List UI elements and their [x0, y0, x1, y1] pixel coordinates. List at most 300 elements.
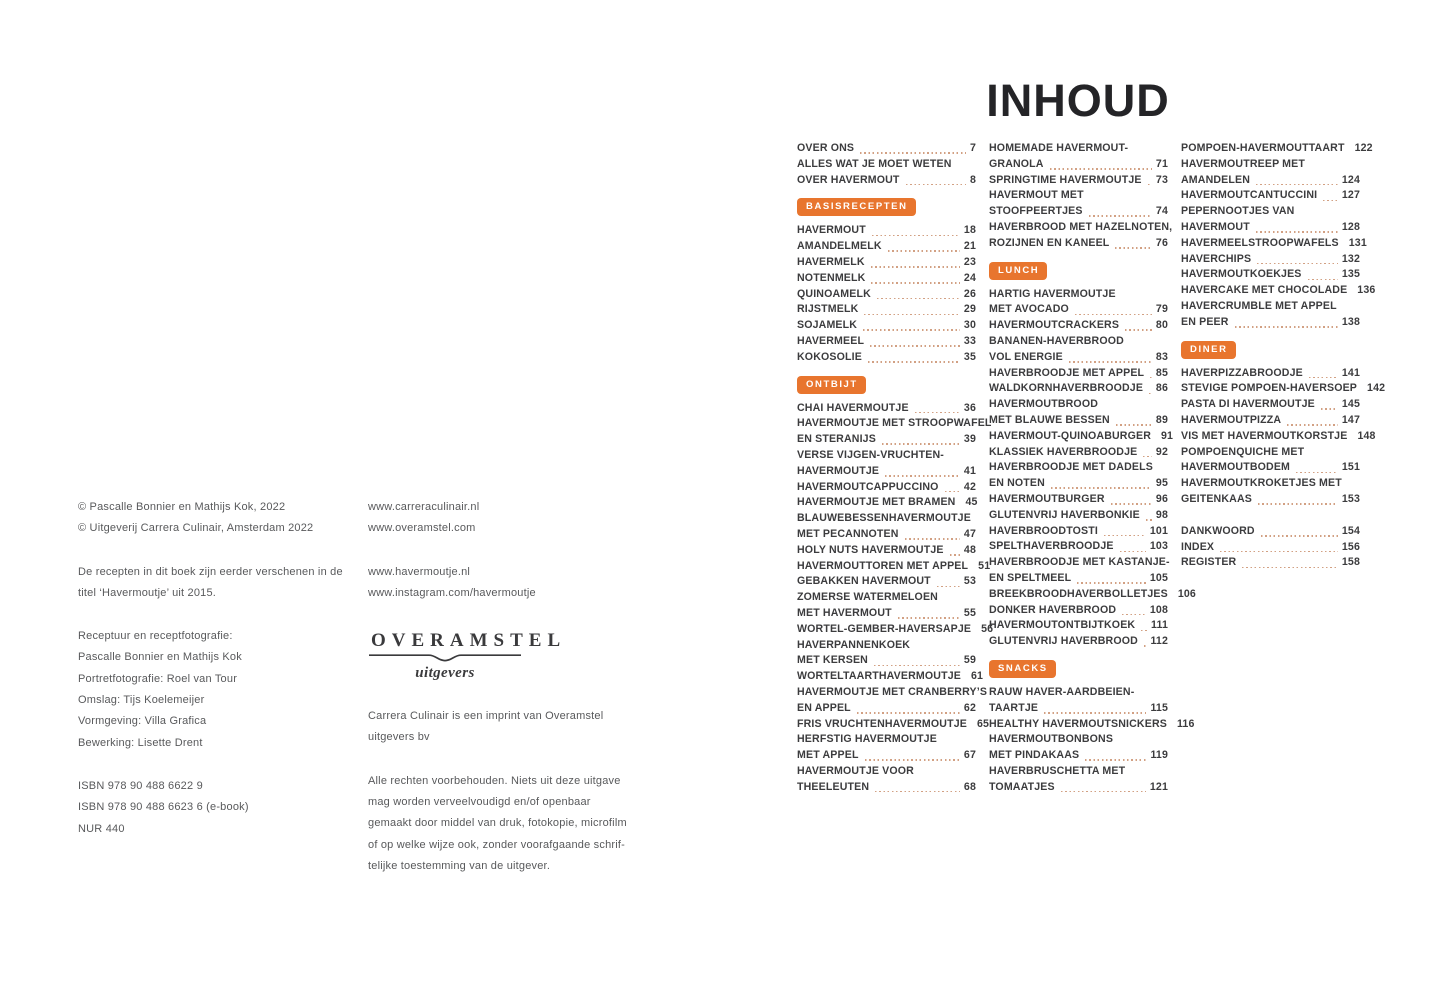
- recipe-title: BANANEN-HAVERBROOD: [989, 334, 1124, 347]
- page-number: 35: [963, 350, 976, 363]
- recipe-title: HAVERMELK: [797, 255, 865, 268]
- toc-entry-line: [989, 460, 1168, 476]
- recipe-title: POMPOENQUICHE MET: [1181, 445, 1305, 458]
- toc-entry-line: [989, 748, 1168, 764]
- logo-tagline: uitgevers: [415, 665, 475, 682]
- toc-entry-line: [797, 527, 976, 543]
- page-number: 74: [1155, 205, 1168, 218]
- recipe-title: HAVERMOUTCRACKERS: [989, 319, 1120, 332]
- recipe-title: HAVERMOUTBODEM: [1181, 461, 1291, 474]
- page-number: 142: [1367, 382, 1386, 395]
- toc-entry-line: [797, 559, 991, 575]
- page-number: 121: [1149, 780, 1168, 793]
- recipe-title: HARTIG HAVERMOUTJE: [989, 287, 1116, 300]
- text-line: www.havermoutje.nl: [368, 565, 471, 578]
- toc-entry-line: [989, 381, 1168, 397]
- toc-entry-line: [1181, 204, 1360, 220]
- toc-entry-line: [1181, 492, 1360, 508]
- toc-entry-line: [989, 587, 1196, 603]
- dotted-leader: [864, 314, 960, 316]
- toc-entry-line: [797, 255, 976, 271]
- recipe-title: BREEKBROODHAVERBOLLETJES: [989, 587, 1168, 600]
- recipe-title: PEPERNOOTJES VAN: [1181, 205, 1295, 218]
- recipe-title: CHAI HAVERMOUTJE: [797, 401, 909, 414]
- page-number: 42: [963, 480, 976, 493]
- toc-columns: [797, 141, 1386, 795]
- page-number: 145: [1341, 398, 1360, 411]
- recipe-title: EN SPELTMEEL: [989, 571, 1072, 584]
- recipe-title: QUINOAMELK: [797, 287, 871, 300]
- text-line: www.instagram.com/havermoutje: [368, 586, 536, 599]
- page-number: 131: [1348, 236, 1367, 249]
- recipe-title: HAVERMOUTJE VOOR: [797, 764, 914, 777]
- toc-entry-line: [989, 173, 1168, 189]
- recipe-title: HAVERMOUTBURGER: [989, 492, 1105, 505]
- page-number: 135: [1341, 268, 1360, 281]
- recipe-title: VOL ENERGIE: [989, 350, 1063, 363]
- toc-entry-line: [797, 638, 976, 654]
- text-line: Pascalle Bonnier en Mathijs Kok: [78, 651, 242, 664]
- toc-entry-line: [797, 141, 976, 157]
- recipe-title: HAVERBROODJE MET KASTANJE-: [989, 556, 1170, 569]
- dotted-leader: [1150, 377, 1152, 379]
- dotted-leader: [1242, 567, 1338, 569]
- dotted-leader: [1296, 472, 1338, 474]
- page-number: 8: [969, 173, 976, 186]
- recipe-title: MET KERSEN: [797, 654, 868, 667]
- recipe-title: MET PECANNOTEN: [797, 527, 899, 540]
- page-number: 89: [1155, 413, 1168, 426]
- toc-entry-line: [1181, 460, 1360, 476]
- toc-entry-line: [797, 480, 976, 496]
- dotted-leader: [882, 443, 960, 445]
- recipe-title: HAVERMEELSTROOPWAFELS: [1181, 236, 1339, 249]
- recipe-title: HAVERMOUTREEP MET: [1181, 157, 1305, 170]
- page-number: 147: [1341, 413, 1360, 426]
- dotted-leader: [1061, 791, 1146, 793]
- toc-entry-line: [989, 764, 1168, 780]
- colophon-imprint: [368, 706, 698, 749]
- recipe-title: GRANOLA: [989, 157, 1044, 170]
- dotted-leader: [1235, 326, 1338, 328]
- recipe-title: WORTEL-GEMBER-HAVERSAPJE: [797, 622, 972, 635]
- toc-entry-line: [797, 302, 976, 318]
- page-number: 85: [1155, 366, 1168, 379]
- recipe-title: ALLES WAT JE MOET WETEN: [797, 157, 952, 170]
- toc-entry-line: [797, 495, 976, 511]
- page-number: 79: [1155, 303, 1168, 316]
- page-number: 91: [1161, 429, 1174, 442]
- recipe-title: HAVERMOUTBONBONS: [989, 733, 1114, 746]
- dotted-leader: [871, 266, 960, 268]
- toc-entry-line: [989, 302, 1168, 318]
- dotted-leader: [1044, 712, 1146, 714]
- text-line: www.overamstel.com: [368, 522, 476, 535]
- dotted-leader: [1069, 361, 1152, 363]
- toc-entry-line: [989, 350, 1168, 366]
- text-line: NUR 440: [78, 822, 125, 835]
- page-number: 65: [976, 717, 990, 730]
- dotted-leader: [1261, 535, 1338, 537]
- toc-entry-line: [797, 590, 976, 606]
- page-number: 68: [963, 780, 976, 793]
- toc-entry-line: [989, 492, 1168, 508]
- page-number: 23: [963, 255, 976, 268]
- recipe-title: RAUW HAVER-AARDBEIEN-: [989, 685, 1135, 698]
- toc-entry-line: [989, 413, 1168, 429]
- toc-entry-line: [989, 445, 1168, 461]
- text-line: ISBN 978 90 488 6623 6 (e-book): [78, 801, 249, 814]
- toc-entry-line: [797, 606, 976, 622]
- recipe-title: SPRINGTIME HAVERMOUTJE: [989, 173, 1142, 186]
- dotted-leader: [1220, 551, 1338, 553]
- dotted-leader: [1256, 231, 1338, 233]
- text-line: Carrera Culinair is een imprint van Overamstel: [368, 710, 604, 723]
- section-badge: ONTBIJT: [797, 376, 866, 394]
- page-number: 36: [963, 401, 976, 414]
- recipe-title: THEELEUTEN: [797, 780, 870, 793]
- toc-entry-line: [989, 634, 1168, 650]
- toc-entry-line: [1181, 315, 1360, 331]
- toc-entry-line: [989, 732, 1168, 748]
- recipe-title: AMANDELEN: [1181, 173, 1251, 186]
- dotted-leader: [857, 712, 960, 714]
- toc-entry-line: [989, 366, 1168, 382]
- recipe-title: GLUTENVRIJ HAVERBONKIE: [989, 508, 1140, 521]
- text-line: Omslag: Tijs Koelemeijer: [78, 694, 205, 707]
- recipe-title: HAVERMOUT MET: [989, 189, 1084, 202]
- dotted-leader: [1144, 645, 1147, 647]
- table-of-contents: [797, 75, 1386, 795]
- page-number: 127: [1341, 189, 1360, 202]
- recipe-title: MET AVOCADO: [989, 303, 1069, 316]
- recipe-title: MET PINDAKAAS: [989, 749, 1080, 762]
- book-websites: [368, 562, 698, 605]
- dotted-leader: [906, 184, 966, 186]
- recipe-title: HAVERMOUT-QUINOABURGER: [989, 429, 1152, 442]
- toc-entry-line: [1181, 540, 1360, 556]
- toc-entry-line: [797, 717, 990, 733]
- toc-entry-line: [989, 717, 1195, 733]
- toc-entry-line: [989, 571, 1168, 587]
- page-number: 103: [1149, 540, 1168, 553]
- colophon-copyright: [78, 497, 368, 540]
- dotted-leader: [871, 282, 959, 284]
- recipe-title: HAVERMOUTBROOD: [989, 398, 1099, 411]
- section-badge: BASISRECEPTEN: [797, 198, 916, 216]
- dotted-leader: [860, 152, 966, 154]
- section-badge: DINER: [1181, 341, 1236, 359]
- page-number: 33: [963, 334, 976, 347]
- recipe-title: MET APPEL: [797, 749, 859, 762]
- toc-entry-line: [1181, 236, 1367, 252]
- page-number: 21: [963, 240, 976, 253]
- page-number: 29: [963, 303, 976, 316]
- toc-entry-line: [989, 220, 1173, 236]
- recipe-title: HAVERMOUTCAPPUCCINO: [797, 480, 939, 493]
- toc-entry-line: [797, 223, 976, 239]
- dotted-leader: [905, 538, 960, 540]
- dotted-leader: [1308, 279, 1338, 281]
- toc-entry-line: [989, 524, 1168, 540]
- toc-column: [1181, 141, 1386, 795]
- recipe-title: HAVERBRUSCHETTA MET: [989, 764, 1126, 777]
- dotted-leader: [1309, 377, 1338, 379]
- recipe-title: SOJAMELK: [797, 319, 858, 332]
- recipe-title: HAVERCRUMBLE MET APPEL: [1181, 299, 1337, 312]
- page-number: 48: [963, 543, 976, 556]
- toc-entry-line: [989, 555, 1168, 571]
- page-number: 124: [1341, 173, 1360, 186]
- toc-entry-line: [989, 685, 1168, 701]
- toc-entry-line: [797, 653, 976, 669]
- recipe-title: WALDKORNHAVERBROODJE: [989, 382, 1144, 395]
- recipe-title: HAVERMOUTKROKETJES MET: [1181, 477, 1342, 490]
- page-number: 101: [1149, 524, 1168, 537]
- toc-entry-line: [797, 287, 976, 303]
- toc-entry-line: [1181, 299, 1360, 315]
- dotted-leader: [1143, 456, 1152, 458]
- text-line: Receptuur en receptfotografie:: [78, 630, 233, 643]
- page-number: 115: [1150, 701, 1168, 714]
- recipe-title: RIJSTMELK: [797, 303, 859, 316]
- dotted-leader: [875, 791, 960, 793]
- page-number: 71: [1155, 157, 1168, 170]
- colophon-credits: [78, 626, 368, 754]
- recipe-title: PASTA DI HAVERMOUTJE: [1181, 398, 1315, 411]
- page-number: 26: [963, 287, 976, 300]
- page-number: 56: [981, 622, 994, 635]
- page-number: 96: [1155, 492, 1168, 505]
- recipe-title: HAVERBROODTOSTI: [989, 524, 1098, 537]
- toc-entry-line: [797, 173, 976, 189]
- page-number: 41: [963, 464, 976, 477]
- dotted-leader: [1148, 184, 1152, 186]
- toc-entry-line: [797, 511, 976, 527]
- colophon-note: [78, 562, 368, 605]
- page-number: 138: [1341, 315, 1360, 328]
- toc-entry-line: [989, 397, 1168, 413]
- dotted-leader: [945, 491, 960, 493]
- dotted-leader: [1125, 329, 1152, 331]
- toc-entry-line: [797, 318, 976, 334]
- page-number: 59: [963, 654, 976, 667]
- page-number: 95: [1155, 477, 1168, 490]
- recipe-title: TAARTJE: [989, 701, 1039, 714]
- toc-entry-line: [797, 239, 976, 255]
- publisher-websites: [368, 497, 698, 540]
- recipe-title: HERFSTIG HAVERMOUTJE: [797, 733, 937, 746]
- page-number: 67: [963, 749, 976, 762]
- dotted-leader: [1077, 582, 1146, 584]
- recipe-title: HAVERMOUTONTBIJTKOEK: [989, 619, 1136, 632]
- toc-column: [989, 141, 1196, 795]
- recipe-title: HOLY NUTS HAVERMOUTJE: [797, 543, 944, 556]
- toc-entry-line: [1181, 429, 1376, 445]
- recipe-title: STOOFPEERTJES: [989, 205, 1083, 218]
- toc-entry-line: [1181, 476, 1360, 492]
- dotted-leader: [1256, 184, 1338, 186]
- page-number: 7: [969, 142, 976, 154]
- dotted-leader: [950, 554, 960, 556]
- page-number: 51: [978, 559, 991, 572]
- dotted-leader: [865, 759, 960, 761]
- recipe-title: DONKER HAVERBROOD: [989, 603, 1117, 616]
- recipe-title: VIS MET HAVERMOUTKORSTJE: [1181, 429, 1348, 442]
- page-number: 105: [1149, 571, 1168, 584]
- page-number: 158: [1341, 556, 1360, 569]
- page-number: 122: [1354, 142, 1373, 154]
- recipe-title: KOKOSOLIE: [797, 350, 862, 363]
- page-number: 108: [1149, 603, 1168, 616]
- page-number: 55: [963, 606, 976, 619]
- toc-entry-line: [989, 188, 1168, 204]
- recipe-title: VERSE VIJGEN-VRUCHTEN-: [797, 448, 944, 461]
- page-number: 128: [1341, 220, 1360, 233]
- page-number: 156: [1341, 540, 1360, 553]
- recipe-title: OVER ONS: [797, 142, 855, 154]
- toc-entry-line: [989, 318, 1168, 334]
- logo-book-underline-icon: [368, 653, 522, 663]
- page-number: 151: [1341, 461, 1360, 474]
- toc-entry-line: [797, 780, 976, 796]
- recipe-title: GEBAKKEN HAVERMOUT: [797, 575, 931, 588]
- recipe-title: BLAUWEBESSENHAVERMOUTJE: [797, 512, 971, 525]
- page-number: 47: [963, 527, 976, 540]
- toc-entry-line: [989, 141, 1168, 157]
- page-number: 76: [1155, 236, 1168, 249]
- recipe-title: HOMEMADE HAVERMOUT-: [989, 142, 1129, 154]
- dotted-leader: [1051, 487, 1152, 489]
- text-line: © Uitgeverij Carrera Culinair, Amsterdam 2022: [78, 522, 314, 535]
- recipe-title: HAVERMEEL: [797, 334, 865, 347]
- toc-entry-line: [1181, 366, 1360, 382]
- page-number: 61: [970, 670, 984, 683]
- dotted-leader: [1146, 519, 1152, 521]
- toc-entry-line: [797, 543, 976, 559]
- dotted-leader: [1116, 424, 1152, 426]
- page-number: 136: [1357, 284, 1376, 297]
- toc-entry-line: [797, 574, 976, 590]
- toc-entry-line: [1181, 173, 1360, 189]
- page-number: 80: [1155, 319, 1168, 332]
- text-line: mag worden verveelvoudigd en/of openbaar: [368, 796, 591, 809]
- dotted-leader: [1149, 393, 1152, 395]
- page-number: 119: [1150, 749, 1168, 762]
- toc-entry-line: [1181, 252, 1360, 268]
- recipe-title: WORTELTAARTHAVERMOUTJE: [797, 670, 961, 683]
- colophon-left-column: [78, 497, 368, 862]
- text-line: ISBN 978 90 488 6622 9: [78, 779, 203, 792]
- toc-entry-line: [1181, 141, 1373, 157]
- toc-entry-line: [797, 732, 976, 748]
- section-badge: LUNCH: [989, 262, 1047, 280]
- text-line: Alle rechten voorbehouden. Niets uit deze uitgave: [368, 774, 621, 787]
- toc-entry-line: [989, 701, 1168, 717]
- recipe-title: HAVERMOUTJE MET BRAMEN: [797, 496, 956, 509]
- page-number: 148: [1357, 429, 1376, 442]
- recipe-title: HAVERBROOD MET HAZELNOTEN,: [989, 220, 1173, 233]
- page-number: 45: [965, 496, 978, 509]
- toc-entry-line: [797, 685, 988, 701]
- toc-entry-line: [1181, 445, 1360, 461]
- recipe-title: HAVERCAKE MET CHOCOLADE: [1181, 284, 1348, 297]
- colophon-middle-column: [368, 497, 698, 899]
- toc-entry-line: [797, 448, 976, 464]
- dotted-leader: [1115, 247, 1151, 249]
- recipe-title: HAVERPANNENKOEK: [797, 638, 911, 651]
- recipe-title: NOTENMELK: [797, 271, 866, 284]
- toc-entry-line: [989, 334, 1168, 350]
- logo-wordmark: OVERAMSTEL: [371, 630, 567, 652]
- recipe-title: TOMAATJES: [989, 780, 1055, 793]
- toc-entry-line: [1181, 220, 1360, 236]
- toc-entry-line: [797, 350, 976, 366]
- section-badge: SNACKS: [989, 660, 1056, 678]
- toc-entry-line: [797, 334, 976, 350]
- dotted-leader: [1075, 314, 1152, 316]
- toc-entry-line: [1181, 555, 1360, 571]
- text-line: Portretfotografie: Roel van Tour: [78, 672, 238, 685]
- recipe-title: REGISTER: [1181, 556, 1237, 569]
- dotted-leader: [1321, 408, 1338, 410]
- page-number: 53: [963, 575, 976, 588]
- recipe-title: FRIS VRUCHTENHAVERMOUTJE: [797, 717, 967, 730]
- page-number: 98: [1155, 508, 1168, 521]
- text-line: © Pascalle Bonnier en Mathijs Kok, 2022: [78, 501, 286, 513]
- toc-entry-line: [1181, 381, 1386, 397]
- page-number: 18: [963, 224, 976, 237]
- recipe-title: MET BLAUWE BESSEN: [989, 413, 1110, 426]
- dotted-leader: [1089, 215, 1152, 217]
- recipe-title: AMANDELMELK: [797, 240, 882, 253]
- toc-entry-line: [1181, 524, 1360, 540]
- page-number: 153: [1341, 492, 1360, 505]
- text-line: Bewerking: Lisette Drent: [78, 736, 203, 749]
- recipe-title: HAVERMOUT: [1181, 220, 1250, 233]
- recipe-title: HAVERMOUTCANTUCCINI: [1181, 189, 1318, 202]
- toc-entry-line: [1181, 267, 1360, 283]
- recipe-title: GLUTENVRIJ HAVERBROOD: [989, 635, 1138, 648]
- page-number: 132: [1341, 252, 1360, 265]
- toc-entry-line: [797, 622, 994, 638]
- recipe-title: INDEX: [1181, 540, 1215, 553]
- toc-entry-line: [797, 764, 976, 780]
- dotted-leader: [1287, 424, 1338, 426]
- dotted-leader: [1111, 503, 1152, 505]
- recipe-title: STEVIGE POMPOEN-HAVERSOEP: [1181, 382, 1358, 395]
- toc-entry-line: [989, 539, 1168, 555]
- toc-entry-line: [1181, 188, 1360, 204]
- page-number: 39: [963, 433, 976, 446]
- dotted-leader: [1104, 535, 1146, 537]
- toc-entry-line: [1181, 157, 1360, 173]
- toc-entry-line: [1181, 413, 1360, 429]
- toc-entry-line: [797, 669, 984, 685]
- dotted-leader: [898, 617, 960, 619]
- toc-entry-line: [797, 157, 976, 173]
- recipe-title: EN NOTEN: [989, 477, 1045, 490]
- toc-entry-line: [989, 603, 1168, 619]
- recipe-title: MET HAVERMOUT: [797, 606, 892, 619]
- recipe-title: HAVERMOUTPIZZA: [1181, 413, 1282, 426]
- recipe-title: HEALTHY HAVERMOUTSNICKERS: [989, 717, 1167, 730]
- page-number: 24: [963, 271, 976, 284]
- page-number: 62: [963, 701, 976, 714]
- dotted-leader: [937, 586, 960, 588]
- recipe-title: KLASSIEK HAVERBROODJE: [989, 445, 1138, 458]
- toc-entry-line: [989, 287, 1168, 303]
